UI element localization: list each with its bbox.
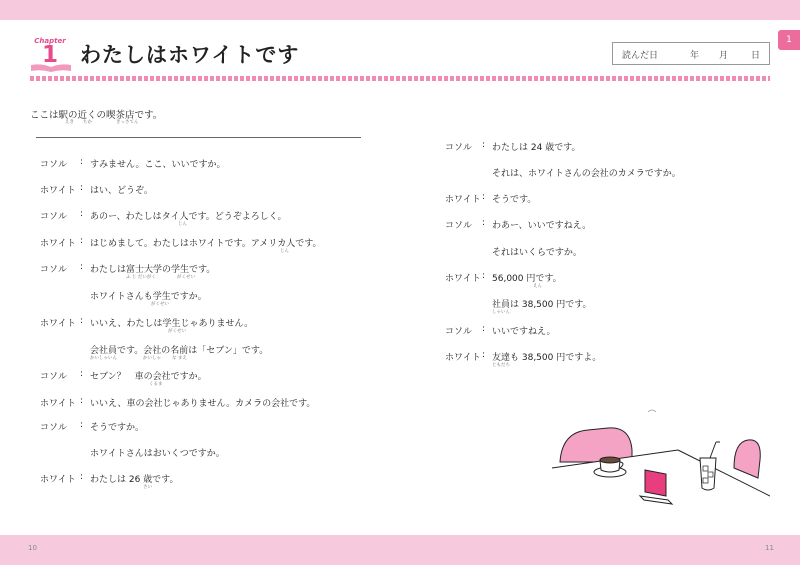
colon: : — [482, 192, 486, 202]
dialogue-text: いいえ、わたしは学生じゃありません。 — [90, 319, 254, 329]
chapter-side-tab[interactable]: 1 — [778, 30, 800, 50]
dialogue-text: はじめまして。わたしはホワイトです。アメリカ人です。 — [90, 239, 322, 249]
furigana: さい — [143, 485, 152, 490]
chapter-title: わたしはホワイトです — [80, 43, 300, 67]
month-label: 月 — [719, 51, 729, 61]
speaker: コソル — [40, 212, 68, 222]
furigana: えき — [65, 120, 74, 125]
colon: : — [80, 157, 84, 167]
furigana: じん — [178, 222, 187, 227]
colon: : — [80, 369, 84, 379]
colon: : — [80, 209, 84, 219]
chapter-number: 1 — [41, 42, 58, 68]
dialogue-text: すみません。ここ、いいですか。 — [90, 160, 226, 170]
furigana: ふ じ だいがく — [126, 275, 156, 280]
speaker: ホワイト — [445, 353, 481, 363]
furigana: しゃいん — [492, 310, 510, 315]
furigana: かいしゃいん — [90, 356, 117, 361]
dialogue-text: 友達も 38,500 円ですよ。 — [492, 353, 602, 363]
colon: : — [80, 262, 84, 272]
furigana: ともだち — [492, 363, 510, 368]
speaker: コソル — [445, 327, 473, 337]
read-date-box[interactable] — [612, 42, 770, 65]
colon: : — [80, 396, 84, 406]
dialogue-text: わたしは富士大学の学生です。 — [90, 265, 216, 275]
dialogue-text: それはいくらですか。 — [492, 248, 582, 258]
open-book-icon — [31, 64, 71, 72]
colon: : — [482, 350, 486, 360]
furigana: えん — [533, 284, 542, 289]
speaker: コソル — [40, 160, 68, 170]
page-number-left: 10 — [28, 544, 37, 552]
speaker: コソル — [40, 265, 68, 275]
pink-chair-left — [560, 428, 632, 462]
furigana: がくせい — [151, 302, 169, 307]
speaker: コソル — [40, 423, 68, 433]
speaker: ホワイト — [40, 186, 76, 196]
page-number-right: 11 — [765, 544, 774, 552]
speaker: ホワイト — [445, 195, 481, 205]
dialogue-text: ホワイトさんも学生ですか。 — [90, 292, 207, 302]
dialogue-text: そうです。 — [492, 195, 537, 205]
dialogue-text: そうですか。 — [90, 423, 145, 433]
dialogue-text: それは、ホワイトさんの会社のカメラですか。 — [492, 169, 681, 179]
colon: : — [80, 183, 84, 193]
dialogue-text: ホワイトさんはおいくつですか。 — [90, 449, 225, 459]
colon: : — [482, 218, 486, 228]
speaker: コソル — [40, 372, 68, 382]
dialogue-text: わたしは 26 歳です。 — [90, 475, 179, 485]
furigana: かいしゃ — [143, 356, 161, 361]
decorative-divider — [30, 76, 770, 81]
furigana: くるま — [149, 382, 163, 387]
dialogue-text: わあー、いいですねえ。 — [492, 221, 592, 231]
year-label: 年 — [690, 51, 700, 61]
top-band — [0, 0, 800, 20]
bottom-band — [0, 535, 800, 565]
colon: : — [80, 316, 84, 326]
speaker: ホワイト — [445, 274, 481, 284]
colon: : — [80, 236, 84, 246]
furigana: きっさてん — [116, 120, 139, 125]
scene-underline — [36, 137, 361, 138]
dialogue-text: 56,000 円です。 — [492, 274, 562, 284]
chapter-badge — [29, 37, 71, 67]
dialogue-text: セブン？ 車の会社ですか。 — [90, 372, 207, 382]
day-label: 日 — [751, 51, 761, 61]
dialogue-text: 社員は 38,500 円です。 — [492, 300, 592, 310]
speaker: ホワイト — [40, 319, 76, 329]
furigana: がくせい — [168, 329, 186, 334]
dialogue-text: いいですねえ。 — [492, 327, 556, 337]
dialogue-text: 会社員です。会社の名前は「セブン」です。 — [90, 346, 269, 356]
dialogue-text: あのー、わたしはタイ人です。どうぞよろしく。 — [90, 212, 287, 222]
colon: : — [80, 420, 84, 430]
colon: : — [482, 140, 486, 150]
dialogue-text: わたしは 24 歳です。 — [492, 143, 581, 153]
speaker: ホワイト — [40, 239, 76, 249]
dialogue-text: はい、どうぞ。 — [90, 186, 153, 196]
colon: : — [482, 271, 486, 281]
furigana: がくせい — [177, 275, 195, 280]
furigana: じん — [280, 249, 289, 254]
scene-description: ここは駅の近くの喫茶店です。 — [30, 110, 163, 121]
dialogue-text: いいえ、車の会社じゃありません。カメラの会社です。 — [90, 399, 316, 409]
furigana: ちか — [83, 120, 92, 125]
colon: : — [80, 472, 84, 482]
colon: : — [482, 324, 486, 334]
read-date-label: 読んだ日 — [622, 51, 659, 61]
speaker: コソル — [445, 143, 473, 153]
pink-chair-right — [734, 440, 760, 478]
furigana: な まえ — [172, 356, 187, 361]
speaker: ホワイト — [40, 399, 76, 409]
speaker: ホワイト — [40, 475, 76, 485]
cafe-table-illustration — [548, 400, 770, 535]
chapter-word: Chapter — [34, 37, 66, 45]
speaker: コソル — [445, 221, 473, 231]
